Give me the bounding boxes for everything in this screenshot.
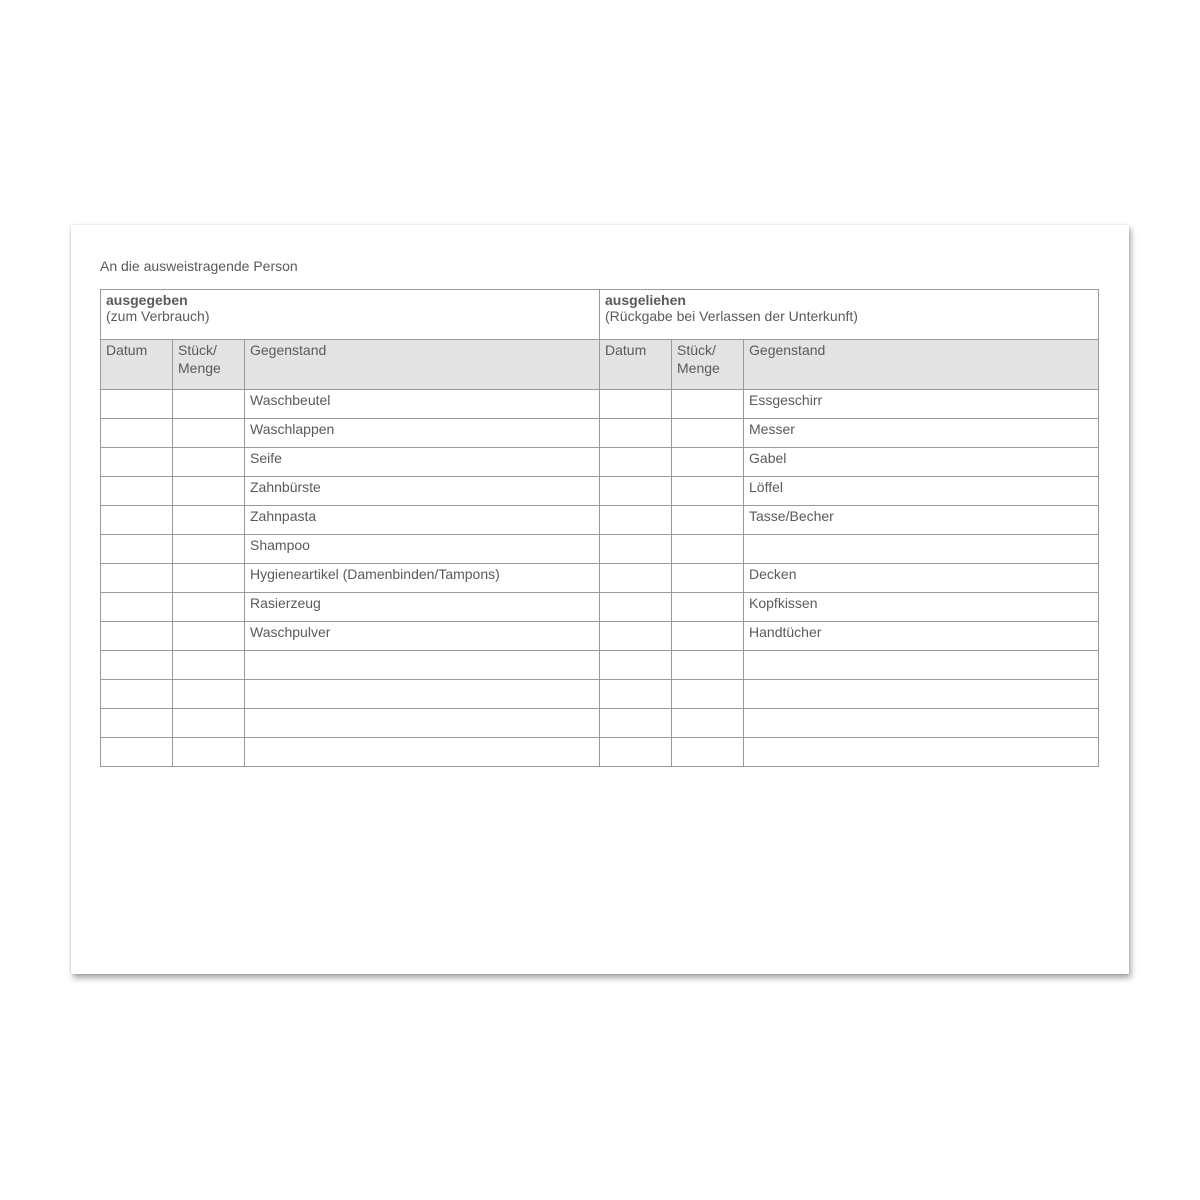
datum-left-cell[interactable]	[101, 622, 173, 651]
table-row	[101, 680, 1099, 709]
gegenstand-left-cell: Waschbeutel	[245, 390, 600, 419]
column-header-row	[101, 340, 1099, 390]
header-stueck-left-line2: Menge	[178, 360, 221, 376]
stueck-right-cell[interactable]	[672, 593, 744, 622]
gegenstand-right-cell	[744, 651, 1099, 680]
gegenstand-right-cell: Löffel	[744, 477, 1099, 506]
gegenstand-right-cell	[744, 680, 1099, 709]
datum-left-cell[interactable]	[101, 448, 173, 477]
intro-text: An die ausweistragende Person	[100, 258, 298, 274]
stueck-left-cell[interactable]	[173, 593, 245, 622]
table-row	[101, 477, 1099, 506]
datum-left-cell[interactable]	[101, 709, 173, 738]
gegenstand-left-cell: Waschlappen	[245, 419, 600, 448]
stueck-left-cell[interactable]	[173, 477, 245, 506]
gegenstand-right-cell: Handtücher	[744, 622, 1099, 651]
stueck-right-cell[interactable]	[672, 651, 744, 680]
header-gegenstand-right: Gegenstand	[744, 340, 1099, 390]
section-issued-title: ausgegeben	[106, 292, 188, 308]
stueck-right-cell[interactable]	[672, 448, 744, 477]
header-datum-left: Datum	[101, 340, 173, 390]
table-row	[101, 738, 1099, 767]
stueck-left-cell[interactable]	[173, 564, 245, 593]
stueck-left-cell[interactable]	[173, 535, 245, 564]
header-stueck-right-line1: Stück/	[677, 342, 716, 358]
gegenstand-right-cell: Tasse/Becher	[744, 506, 1099, 535]
stueck-left-cell[interactable]	[173, 622, 245, 651]
gegenstand-left-cell: Zahnpasta	[245, 506, 600, 535]
datum-right-cell[interactable]	[600, 419, 672, 448]
stueck-left-cell[interactable]	[173, 680, 245, 709]
table-row	[101, 419, 1099, 448]
table-row	[101, 622, 1099, 651]
gegenstand-left-cell: Seife	[245, 448, 600, 477]
stueck-right-cell[interactable]	[672, 709, 744, 738]
datum-right-cell[interactable]	[600, 535, 672, 564]
gegenstand-left-cell: Zahnbürste	[245, 477, 600, 506]
gegenstand-right-cell	[744, 535, 1099, 564]
issue-table	[100, 289, 1099, 767]
gegenstand-left-cell	[245, 651, 600, 680]
gegenstand-right-cell: Messer	[744, 419, 1099, 448]
gegenstand-right-cell: Kopfkissen	[744, 593, 1099, 622]
section-row	[101, 290, 1099, 340]
stueck-left-cell[interactable]	[173, 419, 245, 448]
header-datum-right: Datum	[600, 340, 672, 390]
section-issued	[101, 290, 600, 340]
stueck-right-cell[interactable]	[672, 419, 744, 448]
stueck-left-cell[interactable]	[173, 651, 245, 680]
stueck-left-cell[interactable]	[173, 448, 245, 477]
header-stueck-right	[672, 340, 744, 390]
datum-right-cell[interactable]	[600, 477, 672, 506]
stueck-right-cell[interactable]	[672, 390, 744, 419]
form-sheet	[71, 225, 1129, 974]
datum-left-cell[interactable]	[101, 477, 173, 506]
stueck-right-cell[interactable]	[672, 535, 744, 564]
table-row	[101, 448, 1099, 477]
table-row	[101, 390, 1099, 419]
datum-right-cell[interactable]	[600, 448, 672, 477]
gegenstand-left-cell: Shampoo	[245, 535, 600, 564]
stueck-left-cell[interactable]	[173, 738, 245, 767]
gegenstand-right-cell: Gabel	[744, 448, 1099, 477]
datum-right-cell[interactable]	[600, 622, 672, 651]
datum-left-cell[interactable]	[101, 651, 173, 680]
gegenstand-right-cell: Essgeschirr	[744, 390, 1099, 419]
section-lent-title: ausgeliehen	[605, 292, 686, 308]
header-stueck-left	[173, 340, 245, 390]
datum-left-cell[interactable]	[101, 564, 173, 593]
table-row	[101, 506, 1099, 535]
datum-left-cell[interactable]	[101, 506, 173, 535]
datum-left-cell[interactable]	[101, 419, 173, 448]
datum-left-cell[interactable]	[101, 738, 173, 767]
gegenstand-right-cell	[744, 709, 1099, 738]
gegenstand-left-cell	[245, 738, 600, 767]
table-row	[101, 709, 1099, 738]
header-gegenstand-left: Gegenstand	[245, 340, 600, 390]
gegenstand-left-cell: Rasierzeug	[245, 593, 600, 622]
datum-left-cell[interactable]	[101, 680, 173, 709]
section-issued-subtitle: (zum Verbrauch)	[106, 308, 210, 324]
datum-left-cell[interactable]	[101, 593, 173, 622]
datum-right-cell[interactable]	[600, 680, 672, 709]
stueck-left-cell[interactable]	[173, 506, 245, 535]
gegenstand-left-cell	[245, 709, 600, 738]
datum-right-cell[interactable]	[600, 593, 672, 622]
stueck-right-cell[interactable]	[672, 477, 744, 506]
stueck-right-cell[interactable]	[672, 622, 744, 651]
table-row	[101, 535, 1099, 564]
datum-left-cell[interactable]	[101, 535, 173, 564]
gegenstand-left-cell: Hygieneartikel (Damenbinden/Tampons)	[245, 564, 600, 593]
section-lent	[600, 290, 1099, 340]
header-stueck-right-line2: Menge	[677, 360, 720, 376]
table-row	[101, 593, 1099, 622]
stueck-left-cell[interactable]	[173, 709, 245, 738]
datum-left-cell[interactable]	[101, 390, 173, 419]
stueck-right-cell[interactable]	[672, 738, 744, 767]
gegenstand-left-cell: Waschpulver	[245, 622, 600, 651]
table-row	[101, 564, 1099, 593]
datum-right-cell[interactable]	[600, 506, 672, 535]
datum-right-cell[interactable]	[600, 709, 672, 738]
datum-right-cell[interactable]	[600, 651, 672, 680]
stueck-left-cell[interactable]	[173, 390, 245, 419]
stueck-right-cell[interactable]	[672, 506, 744, 535]
stueck-right-cell[interactable]	[672, 564, 744, 593]
gegenstand-right-cell	[744, 738, 1099, 767]
datum-right-cell[interactable]	[600, 564, 672, 593]
table-row	[101, 651, 1099, 680]
gegenstand-right-cell: Decken	[744, 564, 1099, 593]
section-lent-subtitle: (Rückgabe bei Verlassen der Unterkunft)	[605, 308, 858, 324]
datum-right-cell[interactable]	[600, 738, 672, 767]
gegenstand-left-cell	[245, 680, 600, 709]
datum-right-cell[interactable]	[600, 390, 672, 419]
header-stueck-left-line1: Stück/	[178, 342, 217, 358]
stueck-right-cell[interactable]	[672, 680, 744, 709]
